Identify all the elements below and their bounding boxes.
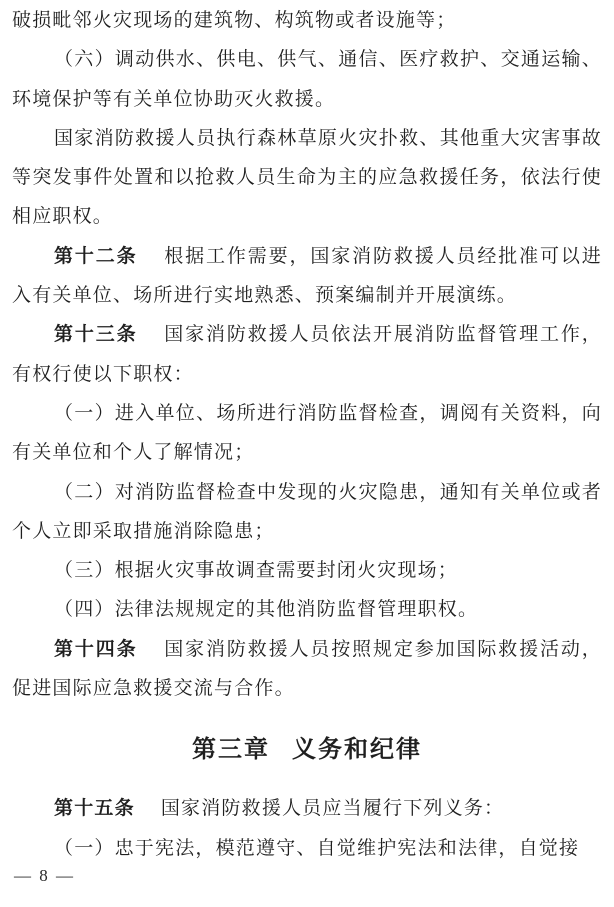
paragraph-text: （四）法律法规规定的其他消防监督管理职权。 — [54, 599, 479, 621]
chapter-title: 义务和纪律 — [292, 737, 422, 764]
paragraph-item-2 — [12, 473, 602, 552]
paragraph-text: （二）对消防监督检查中发现的火灾隐患，通知有关单位或者个人立即采取措施消除隐患； — [12, 481, 602, 542]
paragraph-item-4 — [12, 590, 602, 629]
page-number: — 8 — — [14, 866, 75, 885]
paragraph-text: （一）忠于宪法，模范遵守、自觉维护宪法和法律，自觉接 — [54, 837, 580, 859]
article-14-text: 国家消防救援人员按照规定参加国际救援活动，促进国际应急救援交流与合作。 — [12, 638, 602, 700]
article-13-paragraph — [12, 315, 602, 394]
paragraph-item-1 — [12, 394, 602, 473]
paragraph-text: （一）进入单位、场所进行消防监督检查，调阅有关资料，向有关单位和个人了解情况； — [12, 402, 602, 464]
chapter-number: 第三章 — [192, 737, 270, 764]
paragraph-text: 破损毗邻火灾现场的建筑物、构筑物或者设施等； — [12, 10, 457, 31]
article-13-text: 国家消防救援人员依法开展消防监督管理工作，有权行使以下职权： — [12, 324, 602, 385]
article-13-number: 第十三条 — [54, 324, 138, 346]
paragraph-continuation — [12, 1, 602, 40]
article-12-paragraph — [12, 237, 602, 316]
article-12-number: 第十二条 — [54, 245, 138, 267]
article-15-text: 国家消防救援人员应当履行下列义务： — [160, 798, 505, 820]
chapter-heading — [12, 735, 602, 765]
article-15-paragraph — [12, 789, 602, 828]
article-14-number: 第十四条 — [54, 638, 138, 660]
article-12-text: 根据工作需要，国家消防救援人员经批准可以进入有关单位、场所进行实地熟悉、预案编制并开展演练。 — [12, 245, 602, 307]
article-15-number: 第十五条 — [54, 798, 135, 820]
paragraph-text: （三）根据火灾事故调查需要封闭火灾现场； — [54, 560, 459, 582]
paragraph-text: （六）调动供水、供电、供气、通信、医疗救护、交通运输、环境保护等有关单位协助灭火救援。 — [12, 49, 602, 110]
paragraph-body — [12, 119, 602, 237]
paragraph-item-1-duties — [12, 829, 602, 868]
article-14-paragraph — [12, 630, 602, 709]
paragraph-item-3 — [12, 551, 602, 590]
paragraph-text: 国家消防救援人员执行森林草原火灾扑救、其他重大灾害事故等突发事件处置和以抢救人员生命为主的应急救援任务，依法行使相应职权。 — [12, 127, 602, 228]
paragraph-item-6 — [12, 40, 602, 119]
